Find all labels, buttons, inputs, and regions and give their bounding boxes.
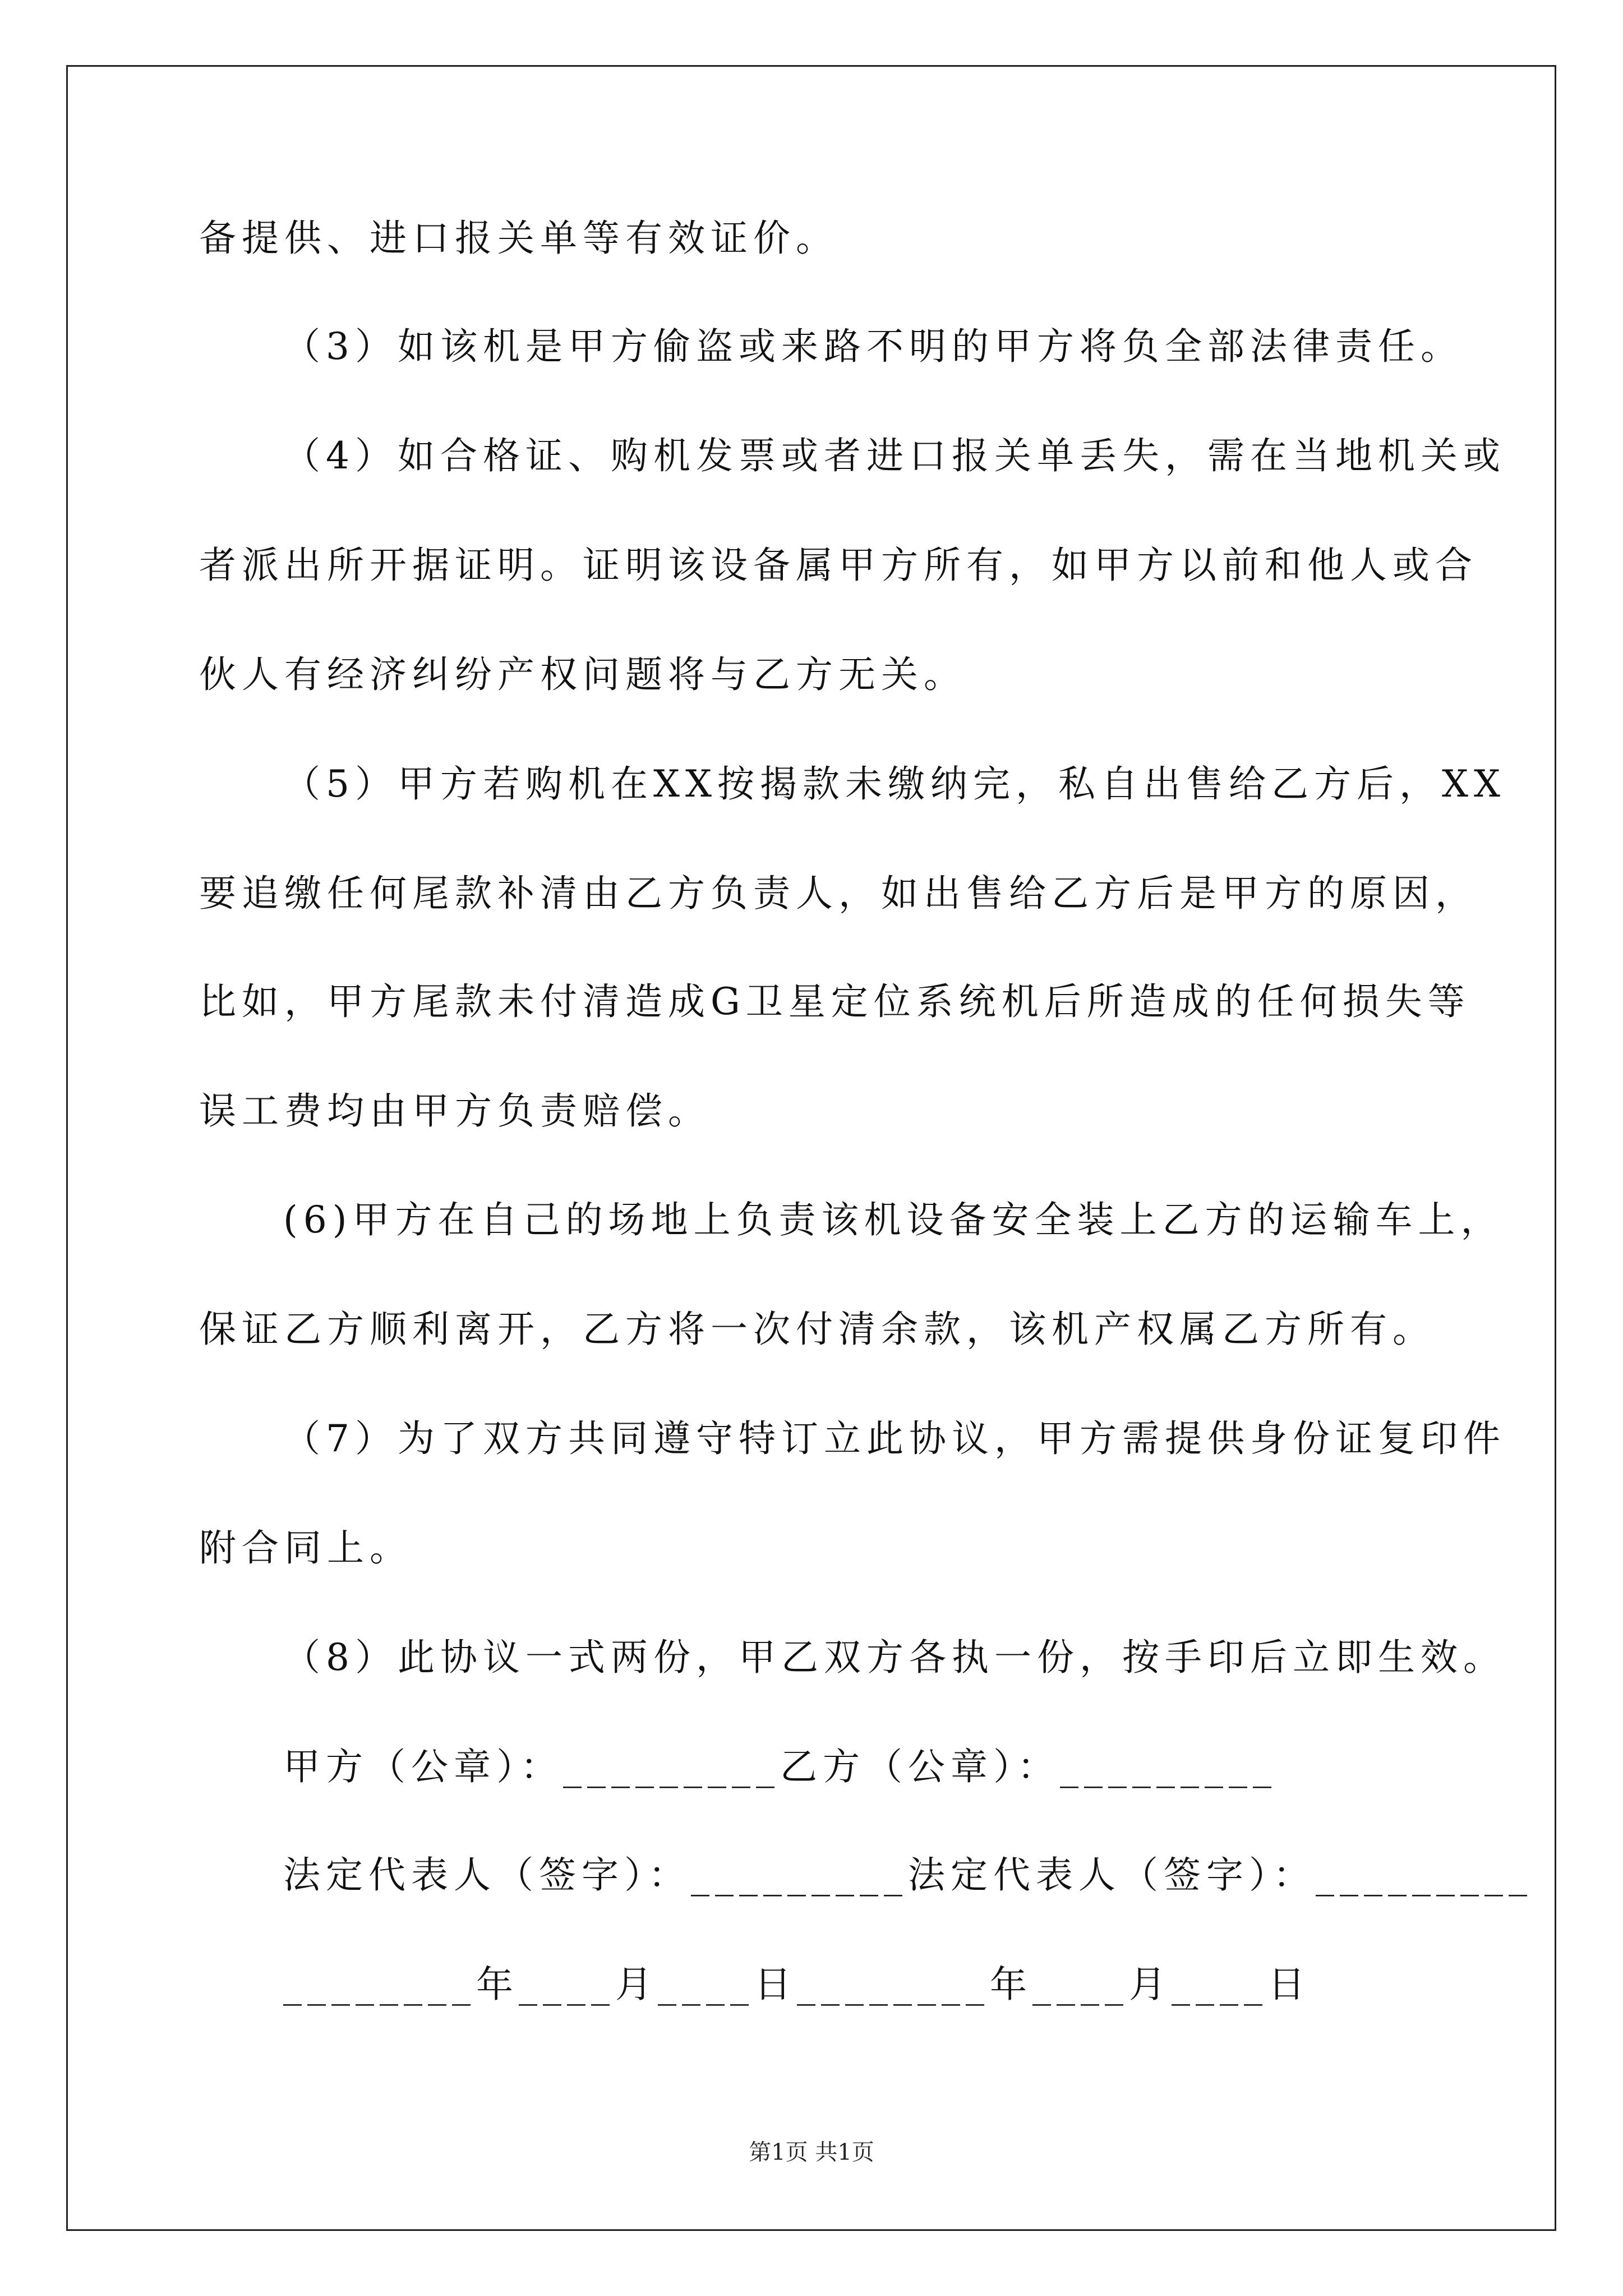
- signature-line-legal-representatives: 法定代表人（签字）：_________法定代表人（签字）：_________: [283, 1853, 1533, 1897]
- paragraph-line: 保证乙方顺利离开，乙方将一次付清余款，该机产权属乙方所有。: [199, 1308, 1435, 1351]
- signature-line-party-seals: 甲方（公章）：_________乙方（公章）：_________: [283, 1745, 1277, 1788]
- page-border: [66, 65, 1556, 2231]
- paragraph-line: （7）为了双方共同遵守特订立此协议，甲方需提供身份证复印件: [283, 1417, 1506, 1460]
- paragraph-line: （3）如该机是甲方偷盗或来路不明的甲方将负全部法律责任。: [283, 325, 1463, 368]
- page-footer: 第1页 共1页: [749, 2139, 874, 2165]
- signature-line-dates: ________年____月____日________年____月____日: [283, 1963, 1311, 2006]
- paragraph-line: 伙人有经济纠纷产权问题将与乙方无关。: [199, 653, 966, 696]
- paragraph-line: 备提供、进口报关单等有效证价。: [199, 217, 838, 260]
- paragraph-line: 误工费均由甲方负责赔偿。: [199, 1089, 711, 1133]
- paragraph-line: (6)甲方在自己的场地上负责该机设备安全装上乙方的运输车上，: [283, 1198, 1504, 1241]
- paragraph-line: （8）此协议一式两份，甲乙双方各执一份，按手印后立即生效。: [283, 1636, 1506, 1679]
- paragraph-line: 比如，甲方尾款未付清造成G卫星定位系统机后所造成的任何损失等: [199, 980, 1470, 1023]
- paragraph-line: （4）如合格证、购机发票或者进口报关单丢失，需在当地机关或: [283, 434, 1506, 477]
- paragraph-line: （5）甲方若购机在XX按揭款未缴纳完，私自出售给乙方后，XX: [283, 762, 1506, 806]
- paragraph-line: 要追缴任何尾款补清由乙方负责人，如出售给乙方后是甲方的原因，: [199, 872, 1478, 915]
- paragraph-line: 附合同上。: [199, 1526, 412, 1570]
- paragraph-line: 者派出所开据证明。证明该设备属甲方所有，如甲方以前和他人或合: [199, 544, 1478, 587]
